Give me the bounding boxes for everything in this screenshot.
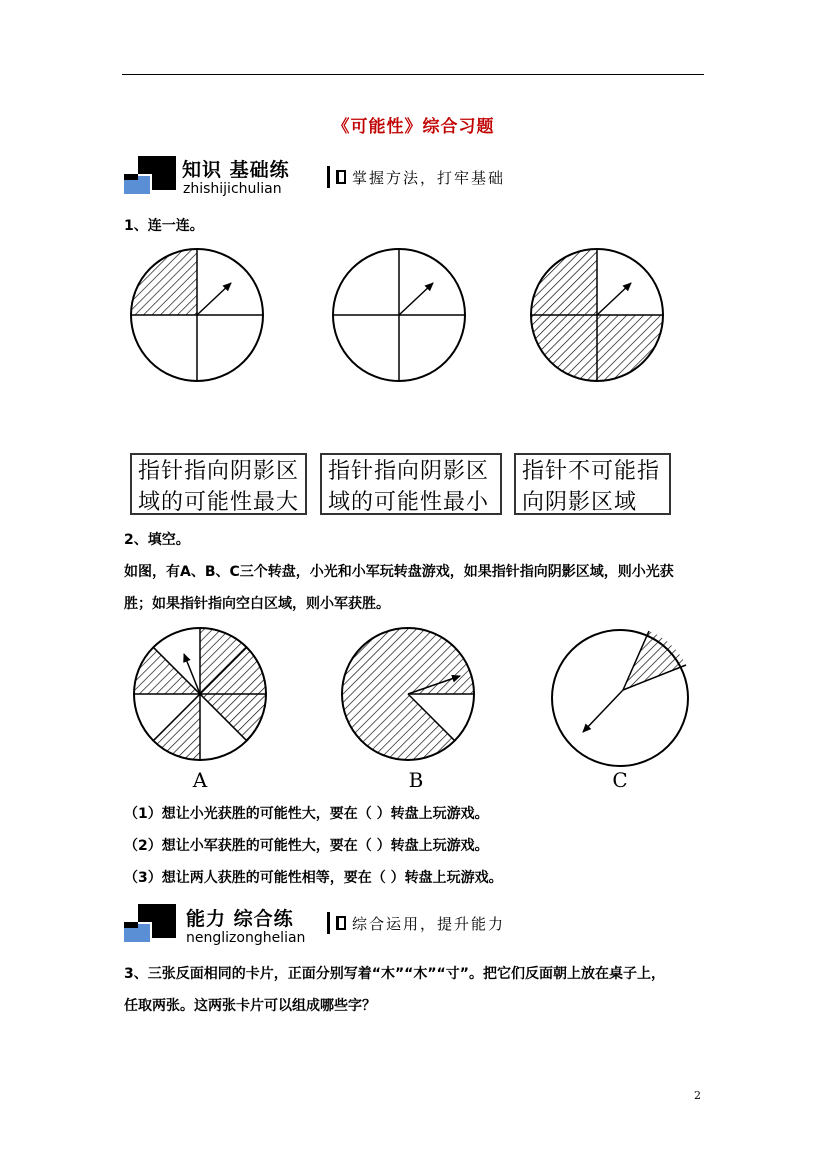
q1-card-2-line1: 指针指向阴影区: [328, 459, 490, 484]
q2-item-3: （3）想让两人获胜的可能性相等，要在（ ）转盘上玩游戏。: [124, 870, 503, 886]
section2-banner-icon: [124, 904, 176, 942]
q2-label: 2、填空。: [124, 532, 190, 548]
section2-subtitle: 综合运用，提升能力: [352, 915, 506, 933]
q1-spinner-1: [131, 249, 263, 381]
q1-card-1-line1: 指针指向阴影区: [138, 459, 300, 484]
q1-label: 1、连一连。: [124, 218, 204, 234]
q2-spinner-a: [134, 628, 266, 760]
section2-divider: [327, 912, 330, 934]
q2-paragraph-line2: 胜；如果指针指向空白区域，则小军获胜。: [124, 596, 390, 612]
q2-spinner-c: [552, 630, 688, 766]
q1-spinners: [128, 245, 688, 385]
q1-card-3: [514, 453, 671, 515]
spinner-label-b: B: [408, 768, 424, 792]
q2-item-2: （2）想让小军获胜的可能性大，要在（ ）转盘上玩游戏。: [124, 838, 489, 854]
q2-paragraph-line1: 如图，有A、B、C三个转盘，小光和小军玩转盘游戏，如果指针指向阴影区域，则小光获: [124, 564, 674, 580]
q2-spinner-b: [342, 628, 474, 760]
spinner-label-a: A: [192, 768, 208, 792]
q1-card-3-line2: 向阴影区域: [522, 490, 638, 515]
q1-spinner-3: [531, 249, 663, 381]
page-title: 《可能性》综合习题: [332, 117, 495, 137]
section1-divider: [327, 166, 330, 188]
section-banner-icon: [124, 156, 176, 194]
section1-bracket-icon: [336, 170, 346, 184]
section2-pinyin: nenglizonghelian: [186, 930, 306, 946]
q1-card-3-line1: 指针不可能指: [522, 459, 661, 484]
q3-line1: 3、三张反面相同的卡片，正面分别写着“木”“木”“寸”。把它们反面朝上放在桌子上，: [124, 966, 665, 982]
q1-card-1: [130, 453, 307, 515]
q3-line2: 任取两张。这两张卡片可以组成哪些字？: [124, 998, 376, 1014]
q1-card-2-line2: 域的可能性最小: [328, 490, 490, 515]
q2-spinners: [128, 620, 698, 770]
section2-bracket-icon: [336, 916, 346, 930]
q1-spinner-2: [333, 249, 465, 381]
header-rule: [122, 74, 704, 75]
q1-card-2: [320, 453, 502, 515]
q1-card-1-line2: 域的可能性最大: [138, 490, 300, 515]
q2-item-1: （1）想让小光获胜的可能性大，要在（ ）转盘上玩游戏。: [124, 806, 489, 822]
section1-title: 知识 基础练: [182, 159, 290, 181]
page-number: 2: [694, 1089, 701, 1102]
section1-pinyin: zhishijichulian: [183, 181, 282, 197]
section1-subtitle: 掌握方法，打牢基础: [352, 169, 506, 187]
spinner-label-c: C: [612, 768, 628, 792]
section2-title: 能力 综合练: [186, 908, 294, 930]
